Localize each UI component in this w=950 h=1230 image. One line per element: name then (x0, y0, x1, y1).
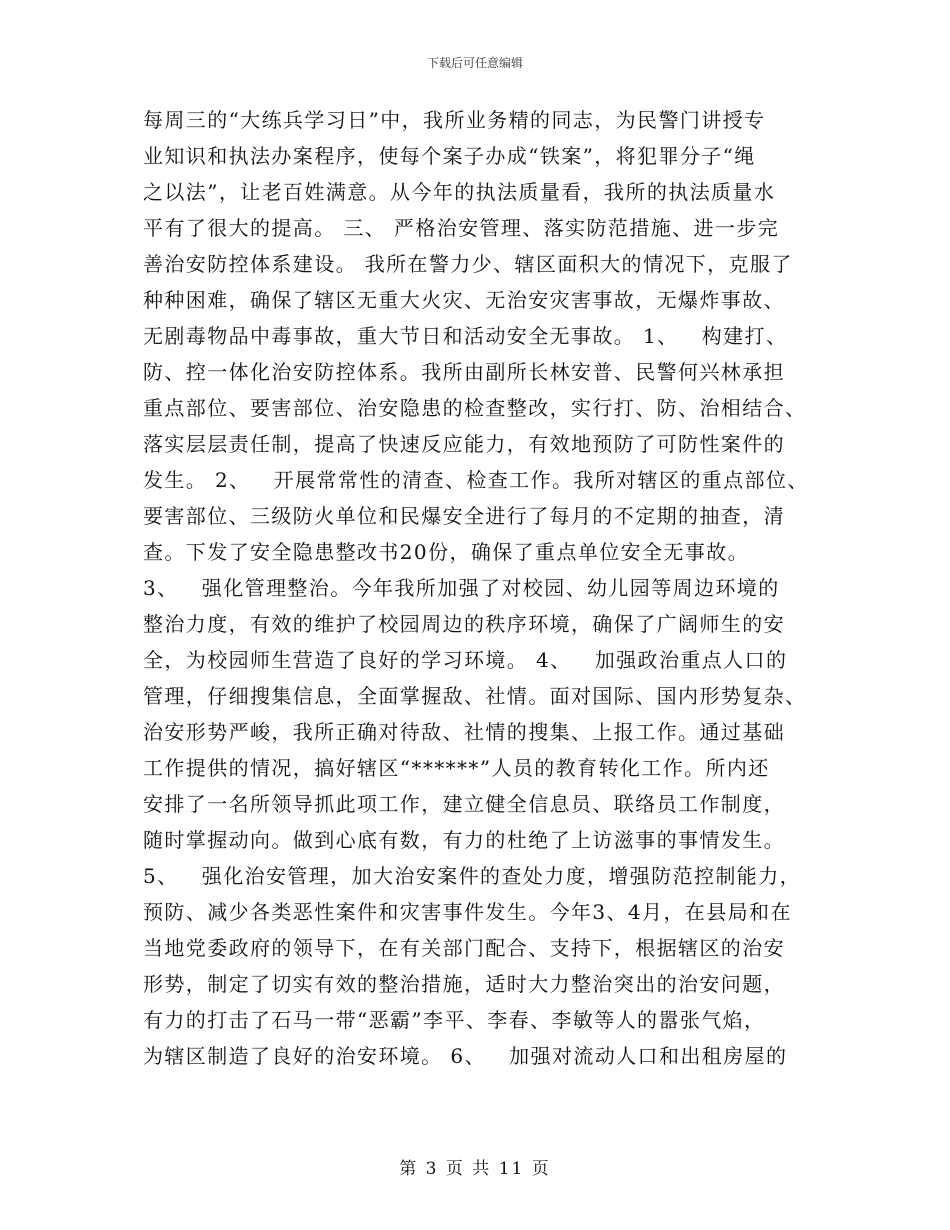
body-line: 安排了一名所领导抓此项工作，建立健全信息员、联络员工作制度， (143, 792, 785, 816)
body-line: 防、控一体化治安防控体系。我所由副所长林安普、民警何兴林承担 (143, 360, 785, 384)
body-line: 管理，仔细搜集信息，全面掌握敌、社情。面对国际、国内形势复杂、 (143, 684, 807, 708)
body-line: 每周三的“大练兵学习日”中，我所业务精的同志，为民警门讲授专 (143, 108, 766, 132)
body-line: 落实层层责任制，提高了快速反应能力，有效地预防了可防性案件的 (143, 432, 785, 456)
body-line: 工作提供的情况，搞好辖区“******”人员的教育转化工作。所内还 (143, 756, 770, 780)
header-note: 下载后可任意编辑 (426, 56, 523, 70)
body-line: 3、 强化管理整治。今年我所加强了对校园、幼儿园等周边环境的 (143, 576, 780, 600)
body-line: 当地党委政府的领导下，在有关部门配合、支持下，根据辖区的治安 (143, 936, 785, 960)
body-line: 种种困难，确保了辖区无重大火灾、无治安灾害事故，无爆炸事故、 (143, 288, 785, 312)
body-line: 治安形势严峻，我所正确对待敌、社情的搜集、上报工作。通过基础 (143, 720, 785, 744)
body-line: 有力的打击了石马一带“恶霸”李平、李春、李敏等人的嚣张气焰， (143, 1008, 766, 1032)
body-line: 无剧毒物品中毒事故，重大节日和活动安全无事故。 1、 构建打、 (143, 324, 788, 348)
body-line: 形势，制定了切实有效的整治措施，适时大力整治突出的治安问题， (143, 972, 785, 996)
body-line: 平有了很大的提高。 三、 严格治安管理、落实防范措施、进一步完 (143, 216, 780, 240)
body-line: 预防、减少各类恶性案件和灾害事件发生。今年3、4月，在县局和在 (143, 900, 792, 924)
body-line: 之以法”，让老百姓满意。从今年的执法质量看，我所的执法质量水 (143, 180, 776, 204)
body-line: 要害部位、三级防火单位和民爆安全进行了每月的不定期的抽查，清 (143, 504, 785, 528)
body-line: 全，为校园师生营造了良好的学习环境。 4、 加强政治重点人口的 (143, 648, 788, 672)
page-number-footer: 第 3 页 共 11 页 (399, 1159, 551, 1179)
body-line: 整治力度，有效的维护了校园周边的秩序环境，确保了广阔师生的安 (143, 612, 785, 636)
body-line: 善治安防控体系建设。 我所在警力少、辖区面积大的情况下，克服了 (143, 252, 793, 276)
body-line: 5、 强化治安管理，加大治安案件的查处力度，增强防范控制能力， (143, 864, 801, 888)
body-line: 发生。 2、 开展常常性的清查、检查工作。我所对辖区的重点部位、 (143, 468, 809, 492)
body-line: 重点部位、要害部位、治安隐患的检查整改，实行打、防、治相结合、 (143, 396, 807, 420)
body-line: 查。下发了安全隐患整改书20份，确保了重点单位安全无事故。 (143, 540, 750, 564)
body-line: 为辖区制造了良好的治安环境。 6、 加强对流动人口和出租房屋的 (143, 1044, 788, 1068)
body-line: 随时掌握动向。做到心底有数，有力的杜绝了上访滋事的事情发生。 (143, 828, 785, 852)
body-line: 业知识和执法办案程序，使每个案子办成“铁案”，将犯罪分子“绳 (143, 144, 756, 168)
